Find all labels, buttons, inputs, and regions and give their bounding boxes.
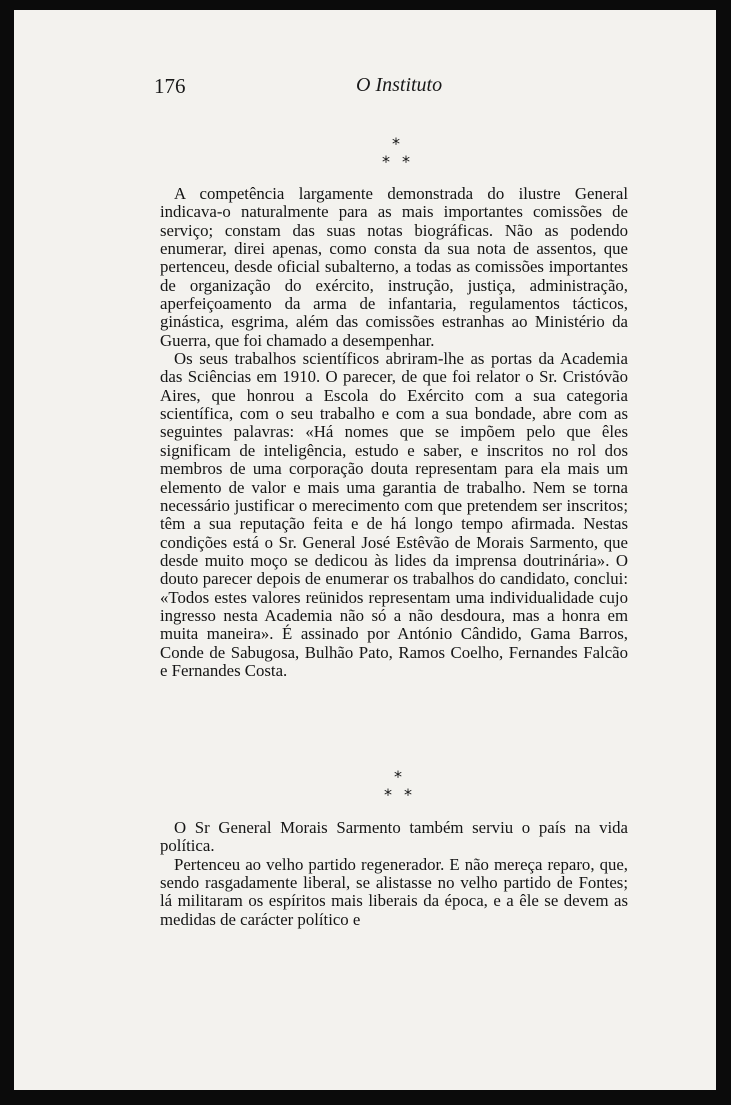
page-number: 176 — [154, 74, 186, 98]
asterisk: * — [384, 785, 392, 804]
section-1-text — [160, 185, 628, 680]
book-page — [14, 10, 716, 1090]
page-header — [154, 74, 494, 102]
asterisk: * — [394, 767, 402, 786]
paragraph-commissions: A competência largamente demonstrada do ilustre General indicava-o naturalmente para as mais importantes comissões de serviço; constam das suas notas biográficas. Não as podendo enumerar, direi apenas, como consta da sua nota de assentos, que pertenceu, desde oficial subalterno, a todas as comissões importantes de organização do exército, instrução, justiça, administração, aperfeiçoamento da arma de infantaria, regulamentos tácticos, ginástica, esgrima, além das comissões estranhas ao Ministério da Guerra, que foi chamado a desempenhar. — [160, 184, 628, 350]
section-2-text — [160, 819, 628, 929]
asterisk: * — [404, 785, 412, 804]
paragraph-politics: O Sr General Morais Sarmento também serviu o país na vida política. — [160, 818, 628, 856]
asterisk: * — [382, 152, 390, 171]
paragraph-party: Pertenceu ao velho partido regenerador. E não mereça reparo, que, sendo rasgadamente liberal, se alistasse no velho partido de Fontes; lá militaram os espíritos mais liberais da época, e a êle se devem as medidas de carácter político e — [160, 854, 628, 929]
asterisk: * — [392, 134, 400, 153]
running-title: O Instituto — [356, 74, 443, 96]
section-separator-middle — [383, 767, 443, 811]
asterisk: * — [402, 152, 410, 171]
section-separator-top — [381, 134, 441, 178]
paragraph-academy: Os seus trabalhos scientíficos abriram-lhe as portas da Academia das Sciências em 1910. O parecer, de que foi relator o Sr. Cristóvão Aires, que honrou a Escola do Exército com a sua categoria scientífica, com o seu trabalho e com a sua bondade, abre com as seguintes palavras: «Há nomes que se impõem pelo que êles significam de inteligência, estudo e saber, e inscritos no rol dos membros de uma corporação douta representam para ela mais um elemento de valor e mais uma garantia de trabalho. Nem se torna necessário justificar o merecimento com que pretendem ser inscritos; têm a sua reputação feita e de há longo tempo afirmada. Nestas condições está o Sr. General José Estêvão de Morais Sarmento, que desde muito moço se dedicou às lides da imprensa doutrinária». O douto parecer depois de enumerar os trabalhos do candidato, conclui: «Todos estes valores reünidos representam uma individualidade cujo ingresso nesta Academia não só a não desdoura, mas a honra em muita maneira». É assinado por António Cândido, Gama Barros, Conde de Sabugosa, Bulhão Pato, Ramos Coelho, Fernandes Falcão e Fernandes Costa. — [160, 349, 628, 680]
